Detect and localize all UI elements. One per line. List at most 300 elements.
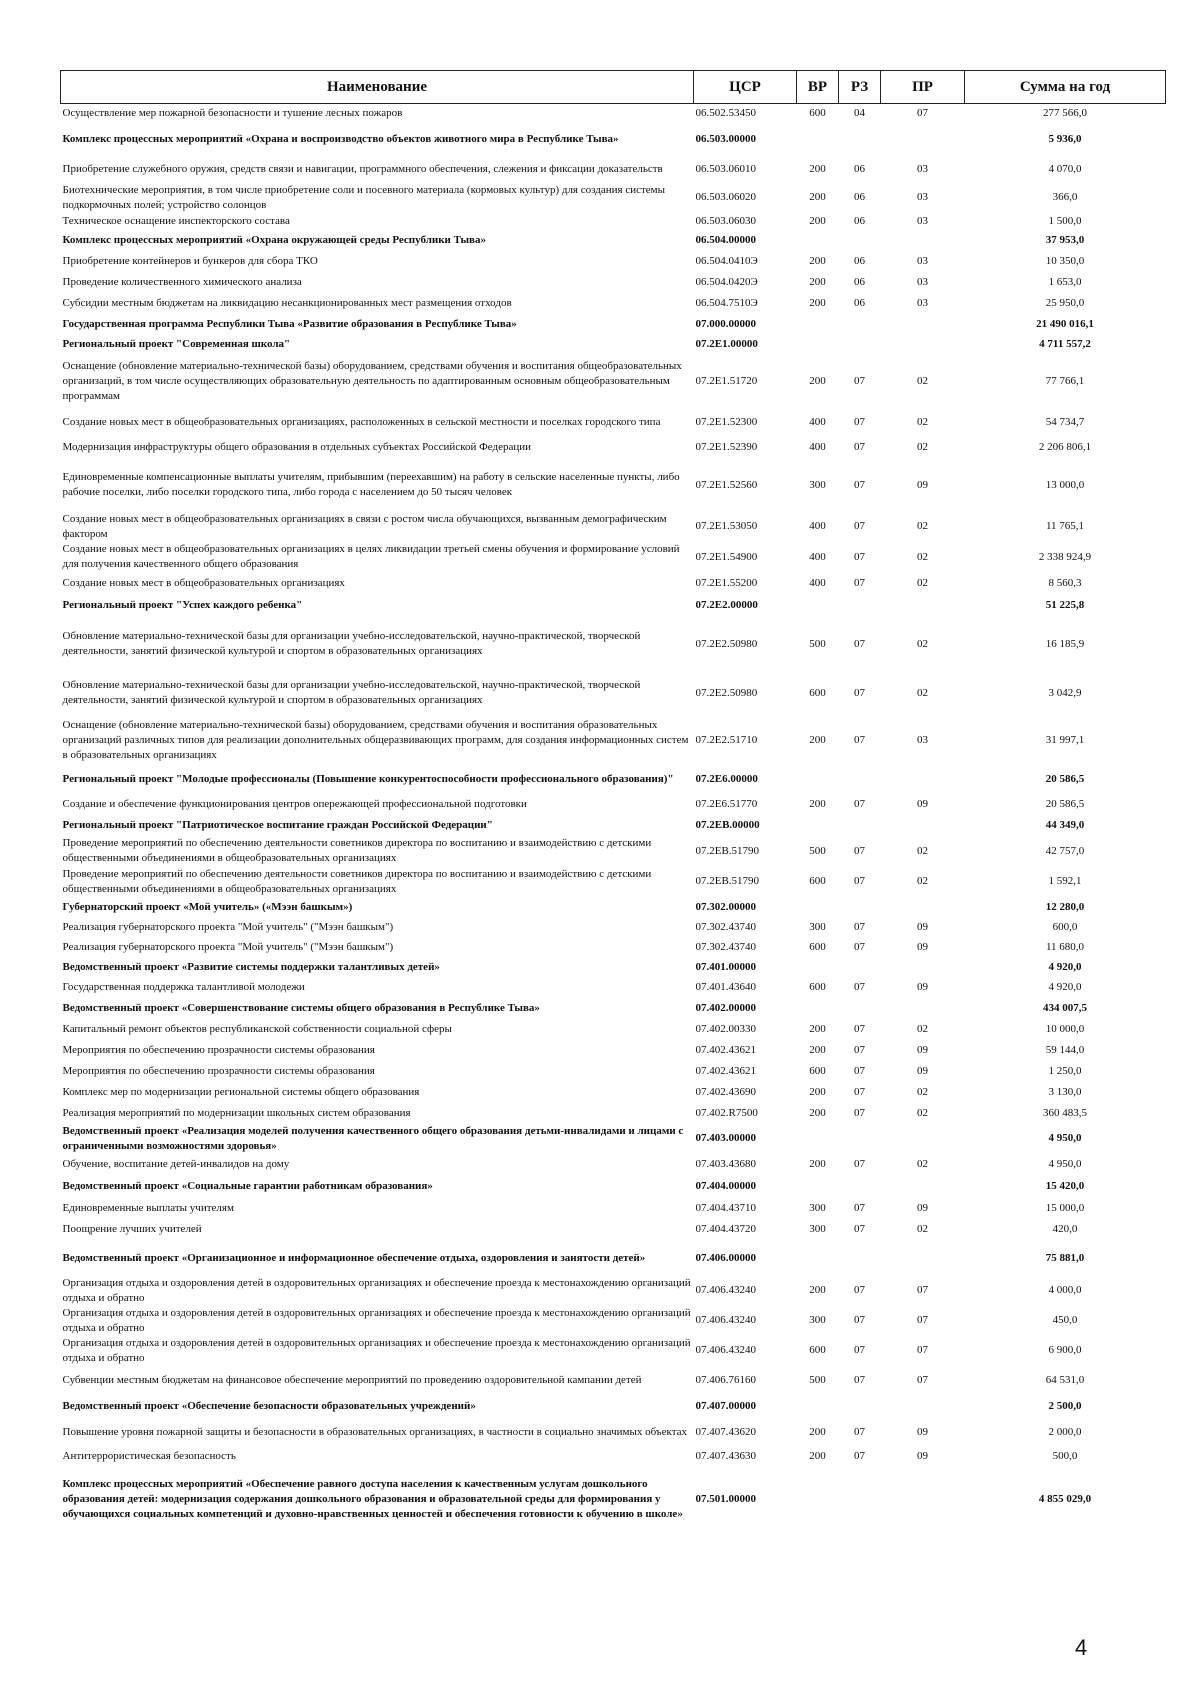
cell-csr: 07.2E6.51770 bbox=[695, 797, 758, 810]
cell-csr: 07.2E1.52560 bbox=[695, 478, 758, 491]
cell-sum: 2 500,0 bbox=[1048, 1399, 1082, 1412]
cell-csr: 07.302.00000 bbox=[695, 900, 756, 913]
cell-vr: 600 bbox=[809, 941, 826, 953]
cell-sum: 1 250,0 bbox=[1048, 1064, 1082, 1077]
cell-csr: 07.406.76160 bbox=[695, 1373, 756, 1386]
cell-pr bbox=[881, 1395, 965, 1418]
cell-sum: 4 070,0 bbox=[1048, 162, 1082, 175]
cell-csr: 07.302.43740 bbox=[695, 941, 756, 953]
table-row bbox=[61, 1019, 1166, 1040]
cell-vr: 300 bbox=[809, 1201, 826, 1214]
cell-pr: 03 bbox=[917, 275, 928, 288]
cell-pr bbox=[881, 230, 965, 252]
cell-sum: 5 936,0 bbox=[1048, 132, 1082, 145]
cell-pr bbox=[881, 815, 965, 836]
cell-sum: 11 680,0 bbox=[1045, 941, 1085, 953]
section-row bbox=[61, 230, 1166, 252]
cell-rz bbox=[839, 1395, 881, 1418]
cell-pr: 09 bbox=[917, 1064, 928, 1077]
cell-csr: 06.502.53450 bbox=[695, 106, 756, 119]
cell-name: Государственная программа Республики Тыва «Развитие образования в Республике Тыва» bbox=[62, 317, 517, 330]
cell-pr: 09 bbox=[917, 797, 928, 810]
section-row bbox=[61, 815, 1166, 836]
table-row bbox=[61, 459, 1166, 512]
cell-rz: 06 bbox=[854, 275, 865, 288]
cell-name: Антитеррористическая безопасность bbox=[62, 1450, 236, 1462]
cell-vr: 200 bbox=[809, 191, 826, 203]
cell-vr: 400 bbox=[809, 550, 826, 563]
cell-pr bbox=[881, 335, 965, 355]
cell-pr: 02 bbox=[917, 550, 928, 563]
cell-rz: 07 bbox=[854, 1201, 865, 1214]
section-row bbox=[61, 897, 1166, 918]
cell-sum: 4 920,0 bbox=[1048, 961, 1082, 973]
cell-name: Организация отдыха и оздоровления детей в оздоровительных организациях и обеспечение проезда к местонахождению организаций отдыха и обратно bbox=[62, 1306, 691, 1334]
cell-rz: 07 bbox=[854, 1106, 865, 1119]
cell-sum: 16 185,9 bbox=[1045, 637, 1085, 650]
cell-vr: 200 bbox=[809, 214, 826, 227]
cell-name: Обновление материально-технической базы для организации учебно-исследовательской, научно-практической, творческой деятельности, занятий физической культурой и спортом в образовательных организациях bbox=[62, 679, 641, 706]
cell-vr: 400 bbox=[809, 576, 826, 589]
cell-rz: 07 bbox=[854, 1223, 865, 1235]
cell-name: Создание и обеспечение функционирования центров опережающей профессиональной подготовки bbox=[62, 797, 527, 810]
cell-pr: 07 bbox=[917, 1344, 928, 1356]
cell-sum: 21 490 016,1 bbox=[1036, 317, 1094, 330]
cell-name: Капитальный ремонт объектов республиканской собственности социальной сферы bbox=[62, 1022, 452, 1035]
cell-name: Региональный проект "Патриотическое воспитание граждан Российской Федерации" bbox=[62, 818, 493, 831]
cell-vr bbox=[797, 897, 839, 918]
table-row bbox=[61, 1366, 1166, 1395]
cell-sum: 44 349,0 bbox=[1045, 818, 1085, 831]
table-row bbox=[61, 213, 1166, 230]
cell-sum: 31 997,1 bbox=[1045, 734, 1085, 746]
cell-csr: 06.504.00000 bbox=[695, 234, 756, 246]
cell-name: Мероприятия по обеспечению прозрачности системы образования bbox=[62, 1043, 375, 1056]
cell-pr bbox=[881, 123, 965, 156]
cell-name: Проведение количественного химического анализа bbox=[62, 275, 302, 288]
cell-csr: 06.503.06030 bbox=[695, 214, 756, 227]
cell-vr: 600 bbox=[809, 1064, 826, 1077]
cell-csr: 07.406.43240 bbox=[695, 1314, 756, 1326]
cell-vr: 200 bbox=[809, 162, 826, 175]
cell-rz bbox=[839, 998, 881, 1019]
cell-name: Проведение мероприятий по обеспечению деятельности советников директора по воспитанию и взаимодействию с детскими общественными объединениями в общеобразовательных организациях bbox=[62, 867, 652, 895]
cell-vr: 200 bbox=[809, 1425, 826, 1438]
cell-sum: 1 592,1 bbox=[1048, 875, 1082, 887]
cell-name: Осуществление мер пожарной безопасности и тушение лесных пожаров bbox=[62, 106, 403, 119]
cell-vr: 200 bbox=[809, 1158, 826, 1170]
cell-vr bbox=[797, 1124, 839, 1154]
cell-rz: 07 bbox=[854, 1450, 865, 1462]
cell-pr: 02 bbox=[917, 520, 928, 532]
cell-vr: 400 bbox=[809, 415, 826, 428]
cell-csr: 07.2EB.51790 bbox=[695, 875, 760, 887]
cell-name: Ведомственный проект «Социальные гарантии работникам образования» bbox=[62, 1180, 433, 1192]
cell-rz: 07 bbox=[854, 1373, 865, 1386]
table-row bbox=[61, 355, 1166, 409]
section-row bbox=[61, 1176, 1166, 1198]
header-sum: Сумма на год bbox=[965, 71, 1166, 104]
cell-name: Единовременные компенсационные выплаты учителям, прибывшим (переехавшим) на работу в сельские населенные пункты, либо рабочие поселки, либо поселки городского типа, либо города с населением до 50 тысяч человек bbox=[62, 471, 680, 498]
table-row bbox=[61, 409, 1166, 436]
section-row bbox=[61, 998, 1166, 1019]
cell-csr: 07.2E2.00000 bbox=[695, 599, 758, 611]
cell-pr: 02 bbox=[917, 415, 928, 428]
cell-csr: 07.402.00000 bbox=[695, 1001, 756, 1014]
cell-pr: 03 bbox=[917, 191, 928, 203]
table-row bbox=[61, 1061, 1166, 1082]
cell-name: Субсидии местным бюджетам на ликвидацию несанкционированных мест размещения отходов bbox=[62, 296, 512, 309]
cell-vr: 200 bbox=[809, 1085, 826, 1098]
cell-name: Комплекс мер по модернизации региональной системы общего образования bbox=[62, 1085, 420, 1098]
cell-csr: 07.000.00000 bbox=[695, 317, 756, 330]
header-pr: ПР bbox=[881, 71, 965, 104]
cell-sum: 4 920,0 bbox=[1048, 981, 1082, 993]
cell-vr: 600 bbox=[809, 1344, 826, 1356]
cell-name: Единовременные выплаты учителям bbox=[62, 1201, 234, 1214]
cell-rz: 07 bbox=[854, 1425, 865, 1438]
cell-sum: 75 881,0 bbox=[1045, 1251, 1085, 1264]
section-row bbox=[61, 314, 1166, 335]
cell-csr: 07.402.43621 bbox=[695, 1043, 756, 1056]
cell-rz: 07 bbox=[854, 440, 865, 453]
cell-sum: 77 766,1 bbox=[1045, 375, 1085, 387]
cell-sum: 277 566,0 bbox=[1043, 106, 1087, 119]
cell-vr: 200 bbox=[809, 375, 826, 387]
cell-rz bbox=[839, 897, 881, 918]
cell-csr: 06.504.0420Э bbox=[695, 275, 758, 288]
cell-name: Комплекс процессных мероприятий «Обеспечение равного доступа населения к качественным услугам дошкольного образования детей: модернизация содержания дошкольного образования и образовательной среды для формирования у обучающихся социальных компетенций и духовно-нравственных ценностей и обеспечения готовности к обучению в школе» bbox=[62, 1478, 683, 1520]
cell-sum: 4 950,0 bbox=[1048, 1132, 1082, 1144]
cell-name: Создание новых мест в общеобразовательных организациях bbox=[62, 576, 345, 589]
section-row bbox=[61, 1395, 1166, 1418]
cell-rz: 07 bbox=[854, 576, 865, 589]
cell-sum: 4 711 557,2 bbox=[1039, 338, 1091, 350]
header-name: Наименование bbox=[61, 71, 694, 104]
cell-sum: 3 130,0 bbox=[1048, 1085, 1082, 1098]
cell-csr: 07.404.43710 bbox=[695, 1201, 756, 1214]
cell-vr bbox=[797, 123, 839, 156]
cell-rz: 07 bbox=[854, 1043, 865, 1056]
cell-name: Губернаторский проект «Мой учитель» («Мээн башкым») bbox=[62, 900, 353, 913]
cell-csr: 07.401.00000 bbox=[695, 961, 756, 973]
table-row bbox=[61, 436, 1166, 459]
cell-csr: 06.503.00000 bbox=[695, 132, 756, 145]
cell-sum: 6 900,0 bbox=[1048, 1344, 1082, 1356]
cell-vr: 300 bbox=[809, 921, 826, 933]
cell-rz bbox=[839, 1241, 881, 1276]
cell-vr: 200 bbox=[809, 255, 826, 267]
cell-sum: 434 007,5 bbox=[1043, 1001, 1087, 1014]
cell-vr: 300 bbox=[809, 1314, 826, 1326]
table-row bbox=[61, 978, 1166, 998]
cell-name: Обновление материально-технической базы для организации учебно-исследовательской, научно-практической, творческой деятельности, занятий физической культурой и спортом в образовательных организациях bbox=[62, 630, 641, 657]
cell-vr: 400 bbox=[809, 440, 826, 453]
cell-name: Проведение мероприятий по обеспечению деятельности советников директора по воспитанию и взаимодействию с детскими общественными объединениями в общеобразовательных организациях bbox=[62, 837, 652, 864]
cell-csr: 07.302.43740 bbox=[695, 921, 756, 933]
cell-rz: 07 bbox=[854, 1314, 865, 1326]
table-row bbox=[61, 1103, 1166, 1124]
cell-vr: 200 bbox=[809, 734, 826, 746]
cell-sum: 42 757,0 bbox=[1045, 844, 1085, 857]
cell-csr: 07.2E1.52300 bbox=[695, 415, 758, 428]
cell-sum: 2 206 806,1 bbox=[1038, 440, 1092, 453]
cell-pr: 09 bbox=[917, 1043, 928, 1056]
table-row bbox=[61, 542, 1166, 573]
cell-name: Организация отдыха и оздоровления детей в оздоровительных организациях и обеспечение проезда к местонахождению организаций отдыха и обратно bbox=[62, 1276, 691, 1304]
table-row bbox=[61, 183, 1166, 213]
cell-rz bbox=[839, 958, 881, 978]
cell-name: Обучение, воспитание детей-инвалидов на дому bbox=[62, 1158, 290, 1170]
cell-name: Организация отдыха и оздоровления детей в оздоровительных организациях и обеспечение проезда к местонахождению организаций отдыха и обратно bbox=[62, 1336, 691, 1364]
cell-vr: 200 bbox=[809, 1022, 826, 1035]
cell-csr: 07.406.00000 bbox=[695, 1251, 756, 1264]
header-csr: ЦСР bbox=[694, 71, 797, 104]
cell-csr: 07.402.R7500 bbox=[695, 1106, 758, 1119]
cell-csr: 07.401.43640 bbox=[695, 981, 756, 993]
cell-csr: 07.2E1.55200 bbox=[695, 576, 758, 589]
cell-rz bbox=[839, 594, 881, 618]
cell-pr: 09 bbox=[917, 1425, 928, 1438]
cell-sum: 54 734,7 bbox=[1045, 415, 1085, 428]
cell-sum: 13 000,0 bbox=[1045, 478, 1085, 491]
table-row bbox=[61, 252, 1166, 272]
cell-rz: 07 bbox=[854, 981, 865, 993]
cell-sum: 11 765,1 bbox=[1045, 520, 1085, 532]
cell-sum: 12 280,0 bbox=[1045, 900, 1085, 913]
cell-sum: 500,0 bbox=[1052, 1450, 1078, 1462]
cell-vr: 200 bbox=[809, 1043, 826, 1056]
cell-pr: 03 bbox=[917, 162, 928, 175]
table-body bbox=[61, 104, 1166, 1533]
cell-vr: 600 bbox=[809, 981, 826, 993]
cell-pr: 02 bbox=[917, 875, 928, 887]
cell-vr bbox=[797, 958, 839, 978]
table-row bbox=[61, 716, 1166, 766]
cell-rz bbox=[839, 335, 881, 355]
cell-name: Ведомственный проект «Обеспечение безопасности образовательных учреждений» bbox=[62, 1399, 476, 1412]
table-row bbox=[61, 671, 1166, 716]
cell-rz bbox=[839, 1467, 881, 1533]
cell-name: Приобретение служебного оружия, средств связи и навигации, программного обеспечения, слежения и фиксации доказательств bbox=[62, 162, 663, 175]
cell-vr: 200 bbox=[809, 1450, 826, 1462]
cell-name: Ведомственный проект «Организационное и информационное обеспечение отдыха, оздоровления и занятости детей» bbox=[62, 1251, 646, 1264]
cell-name: Мероприятия по обеспечению прозрачности системы образования bbox=[62, 1064, 375, 1077]
cell-sum: 2 338 924,9 bbox=[1038, 550, 1092, 563]
cell-name: Создание новых мест в общеобразовательных организациях в целях ликвидации третьей смены обучения и формирование условий для получения качественного общего образования bbox=[62, 543, 680, 570]
cell-rz: 07 bbox=[854, 1284, 865, 1296]
cell-csr: 07.402.00330 bbox=[695, 1022, 756, 1035]
cell-sum: 450,0 bbox=[1052, 1314, 1078, 1326]
cell-sum: 366,0 bbox=[1052, 191, 1078, 203]
cell-sum: 4 950,0 bbox=[1048, 1158, 1082, 1170]
cell-name: Биотехнические мероприятия, в том числе приобретение соли и посевного материала (кормовых культур) для создания системы подкормочных полей; устройство солонцов bbox=[62, 183, 666, 211]
cell-pr bbox=[881, 958, 965, 978]
cell-rz: 07 bbox=[854, 550, 865, 563]
cell-csr: 07.404.43720 bbox=[695, 1223, 756, 1235]
cell-rz: 07 bbox=[854, 921, 865, 933]
table-row bbox=[61, 836, 1166, 867]
header-vr: ВР bbox=[797, 71, 839, 104]
cell-name: Оснащение (обновление материально-технической базы) оборудованием, средствами обучения и воспитания общеобразовательных организаций, в том числе осуществляющих образовательную деятельность по адаптированным основным общеобразовательным программам bbox=[62, 360, 682, 402]
cell-name: Ведомственный проект «Развитие системы поддержки талантливых детей» bbox=[62, 961, 440, 973]
cell-pr: 07 bbox=[917, 1314, 928, 1326]
cell-rz: 07 bbox=[854, 520, 865, 532]
cell-pr: 02 bbox=[917, 1085, 928, 1098]
section-row bbox=[61, 1467, 1166, 1533]
cell-pr: 02 bbox=[917, 1106, 928, 1119]
cell-pr: 07 bbox=[917, 1373, 928, 1386]
cell-vr: 500 bbox=[809, 1373, 826, 1386]
cell-sum: 360 483,5 bbox=[1043, 1106, 1087, 1119]
cell-vr: 500 bbox=[809, 637, 826, 650]
table-row bbox=[61, 293, 1166, 314]
section-row bbox=[61, 1241, 1166, 1276]
cell-vr bbox=[797, 1467, 839, 1533]
cell-pr: 02 bbox=[917, 1022, 928, 1035]
cell-vr: 600 bbox=[809, 106, 826, 119]
cell-pr: 03 bbox=[917, 734, 928, 746]
cell-pr: 03 bbox=[917, 296, 928, 309]
cell-name: Оснащение (обновление материально-технической базы) оборудованием, средствами обучения и воспитания образовательных организаций различных типов для реализации дополнительных общеразвивающих программ, для создания информационных систем в образовательных организациях bbox=[62, 719, 689, 761]
cell-sum: 25 950,0 bbox=[1045, 296, 1085, 309]
cell-rz bbox=[839, 314, 881, 335]
table-row bbox=[61, 573, 1166, 594]
cell-csr: 07.407.00000 bbox=[695, 1399, 756, 1412]
cell-csr: 07.406.43240 bbox=[695, 1344, 756, 1356]
cell-vr bbox=[797, 766, 839, 794]
cell-csr: 07.2E1.53050 bbox=[695, 520, 758, 532]
cell-name: Реализация губернаторского проекта "Мой учитель" ("Мээн башкым") bbox=[62, 921, 394, 933]
cell-sum: 600,0 bbox=[1052, 921, 1078, 933]
cell-csr: 07.2E6.00000 bbox=[695, 773, 758, 785]
cell-csr: 07.2E1.00000 bbox=[695, 338, 758, 350]
cell-csr: 07.402.43621 bbox=[695, 1064, 756, 1077]
cell-rz: 07 bbox=[854, 1085, 865, 1098]
cell-vr: 400 bbox=[809, 520, 826, 532]
cell-pr: 02 bbox=[917, 1223, 928, 1235]
section-row bbox=[61, 335, 1166, 355]
cell-name: Комплекс процессных мероприятий «Охрана и воспроизводство объектов животного мира в Республике Тыва» bbox=[62, 132, 619, 145]
section-row bbox=[61, 1124, 1166, 1154]
cell-pr: 09 bbox=[917, 1450, 928, 1462]
cell-csr: 07.2E2.50980 bbox=[695, 637, 758, 650]
cell-rz: 07 bbox=[854, 1022, 865, 1035]
cell-csr: 06.504.7510Э bbox=[695, 296, 758, 309]
cell-name: Реализация губернаторского проекта "Мой учитель" ("Мээн башкым") bbox=[62, 941, 394, 953]
table-row bbox=[61, 1336, 1166, 1366]
cell-name: Региональный проект "Успех каждого ребенка" bbox=[62, 599, 303, 611]
cell-name: Приобретение контейнеров и бункеров для сбора ТКО bbox=[62, 255, 318, 267]
cell-sum: 4 855 029,0 bbox=[1038, 1493, 1092, 1505]
cell-rz: 07 bbox=[854, 941, 865, 953]
cell-rz bbox=[839, 1124, 881, 1154]
table-row bbox=[61, 1219, 1166, 1241]
cell-csr: 07.501.00000 bbox=[695, 1493, 756, 1505]
table-row bbox=[61, 618, 1166, 671]
cell-rz: 07 bbox=[854, 1344, 865, 1356]
cell-name: Ведомственный проект «Совершенствование системы общего образования в Республике Тыва» bbox=[62, 1001, 540, 1014]
cell-name: Создание новых мест в общеобразовательных организациях, расположенных в сельской местности и поселках городского типа bbox=[62, 415, 661, 428]
cell-rz: 07 bbox=[854, 415, 865, 428]
header-rz: РЗ bbox=[839, 71, 881, 104]
cell-vr: 500 bbox=[809, 844, 826, 857]
cell-csr: 07.2EB.51790 bbox=[695, 844, 760, 857]
cell-pr: 03 bbox=[917, 214, 928, 227]
cell-sum: 2 000,0 bbox=[1048, 1425, 1082, 1438]
cell-rz bbox=[839, 123, 881, 156]
cell-rz: 06 bbox=[854, 162, 865, 175]
table-row bbox=[61, 104, 1166, 123]
cell-name: Создание новых мест в общеобразовательных организациях в связи с ростом числа обучающихся, вызванным демографическим фактором bbox=[62, 512, 667, 540]
cell-csr: 06.503.06020 bbox=[695, 191, 756, 203]
cell-name: Модернизация инфраструктуры общего образования в отдельных субъектах Российской Федерации bbox=[62, 440, 532, 453]
cell-csr: 07.403.43680 bbox=[695, 1158, 756, 1170]
cell-vr bbox=[797, 335, 839, 355]
cell-name: Ведомственный проект «Реализация моделей получения качественного общего образования детьми-инвалидами и лицами с ограниченными возможностями здоровья» bbox=[62, 1124, 684, 1152]
cell-rz: 07 bbox=[854, 1064, 865, 1077]
cell-vr bbox=[797, 314, 839, 335]
section-row bbox=[61, 123, 1166, 156]
cell-pr: 02 bbox=[917, 1158, 928, 1170]
cell-rz: 07 bbox=[854, 797, 865, 810]
cell-rz: 06 bbox=[854, 191, 865, 203]
cell-pr bbox=[881, 897, 965, 918]
cell-csr: 07.2E2.50980 bbox=[695, 686, 758, 699]
cell-vr: 200 bbox=[809, 1106, 826, 1119]
cell-sum: 51 225,8 bbox=[1045, 599, 1085, 611]
cell-pr: 09 bbox=[917, 1201, 928, 1214]
cell-name: Субвенции местным бюджетам на финансовое обеспечение мероприятий по проведению оздоровительной кампании детей bbox=[62, 1373, 642, 1386]
cell-sum: 10 350,0 bbox=[1045, 255, 1085, 267]
cell-pr bbox=[881, 1241, 965, 1276]
cell-name: Государственная поддержка талантливой молодежи bbox=[62, 981, 305, 993]
table-row bbox=[61, 938, 1166, 958]
cell-csr: 07.404.00000 bbox=[695, 1180, 756, 1192]
cell-csr: 07.2EB.00000 bbox=[695, 818, 760, 831]
cell-name: Техническое оснащение инспекторского состава bbox=[62, 214, 290, 227]
table-row bbox=[61, 1154, 1166, 1176]
cell-vr: 300 bbox=[809, 1223, 826, 1235]
cell-rz: 06 bbox=[854, 296, 865, 309]
cell-vr: 200 bbox=[809, 797, 826, 810]
cell-csr: 07.407.43620 bbox=[695, 1425, 756, 1438]
cell-rz: 07 bbox=[854, 686, 865, 699]
cell-pr: 03 bbox=[917, 255, 928, 267]
cell-name: Комплекс процессных мероприятий «Охрана окружающей среды Республики Тыва» bbox=[62, 234, 486, 246]
cell-vr bbox=[797, 815, 839, 836]
cell-rz: 06 bbox=[854, 214, 865, 227]
cell-rz: 07 bbox=[854, 1158, 865, 1170]
table-row bbox=[61, 1447, 1166, 1467]
cell-sum: 1 500,0 bbox=[1048, 214, 1082, 227]
cell-csr: 06.503.06010 bbox=[695, 162, 756, 175]
cell-pr: 09 bbox=[917, 981, 928, 993]
section-row bbox=[61, 766, 1166, 794]
cell-vr: 300 bbox=[809, 478, 826, 491]
table-row bbox=[61, 867, 1166, 897]
cell-pr: 07 bbox=[917, 106, 928, 119]
cell-vr: 200 bbox=[809, 296, 826, 309]
section-row bbox=[61, 958, 1166, 978]
cell-pr: 09 bbox=[917, 941, 928, 953]
cell-rz: 07 bbox=[854, 844, 865, 857]
cell-sum: 37 953,0 bbox=[1045, 234, 1085, 246]
cell-sum: 64 531,0 bbox=[1045, 1373, 1085, 1386]
cell-sum: 59 144,0 bbox=[1045, 1043, 1085, 1056]
table-row bbox=[61, 1198, 1166, 1219]
cell-rz: 06 bbox=[854, 255, 865, 267]
